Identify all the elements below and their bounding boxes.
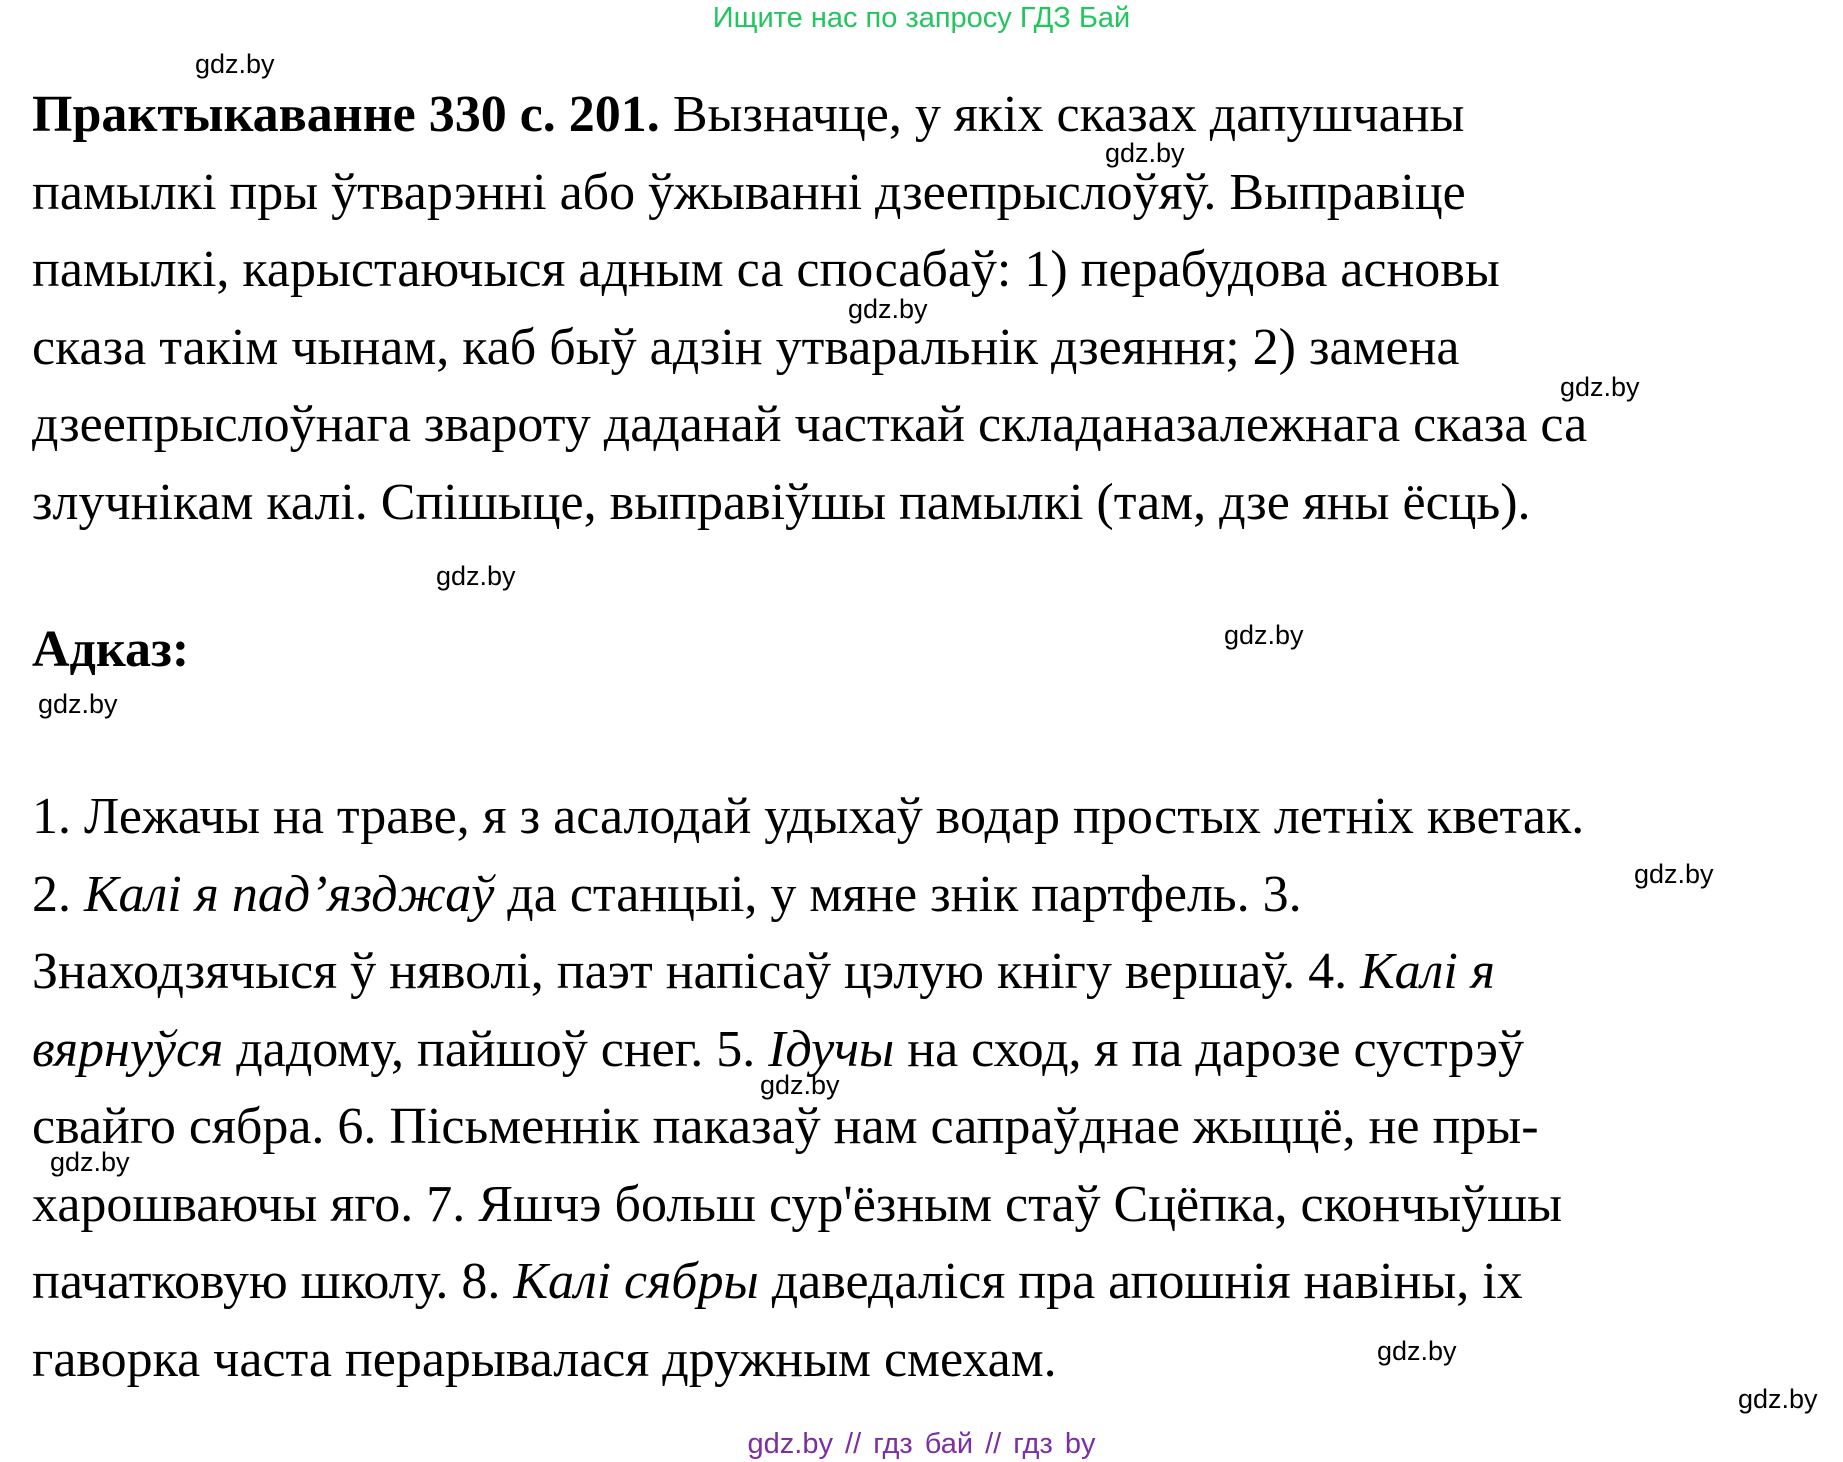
watermark: gdz.by bbox=[50, 1147, 130, 1177]
search-banner: Ищите нас по запросу ГДЗ Бай bbox=[712, 2, 1131, 34]
answer-line bbox=[32, 856, 1822, 934]
answer-heading: Адказ: bbox=[32, 621, 190, 678]
watermark: gdz.by bbox=[1560, 372, 1640, 402]
answer-text: пачатковую школу. 8. bbox=[32, 1253, 514, 1310]
answer-line: 1. Лежачы на траве, я з асалодай удыхаў водар простых летніх кветак. bbox=[32, 788, 1585, 845]
task-line bbox=[32, 76, 1822, 154]
answer-italic: Калі я bbox=[1360, 943, 1495, 1000]
task-line: памылкі, карыстаючыся адным са спосабаў: 1) перабудова асновы bbox=[32, 241, 1500, 298]
answer-text: даведаліся пра апошнія навіны, іх bbox=[758, 1253, 1523, 1310]
watermark: gdz.by bbox=[38, 689, 118, 719]
task-line: сказа такім чынам, каб быў адзін утваральнік дзеяння; 2) замена bbox=[32, 318, 1460, 376]
answer-italic: Калі я пад’язджаў bbox=[84, 865, 495, 923]
answer-line: свайго сябра. 6. Пісьменнік паказаў нам сапраўднае жыццё, не пры- bbox=[32, 1098, 1539, 1155]
answer-line bbox=[32, 933, 1822, 1011]
watermark: gdz.by bbox=[195, 49, 275, 79]
answer-text: 2. bbox=[32, 865, 84, 923]
watermark: gdz.by bbox=[1224, 620, 1304, 650]
answer-italic: Калі сябры bbox=[513, 1253, 759, 1310]
watermark: gdz.by bbox=[1377, 1336, 1457, 1366]
watermark: gdz.by bbox=[760, 1070, 840, 1100]
task-paragraph bbox=[32, 76, 1822, 541]
answer-line: гаворка часта перарывалася дружным смехам. bbox=[32, 1330, 1057, 1388]
task-line: злучнікам калі. Спішыце, выправіўшы памылкі (там, дзе яны ёсць). bbox=[32, 473, 1531, 531]
answer-text: дадому, пайшоў снег. 5. bbox=[223, 1020, 769, 1078]
task-label: Практыкаванне 330 с. 201. bbox=[32, 86, 660, 143]
footer-links: gdz.by // гдз бай // гдз by bbox=[747, 1428, 1096, 1460]
watermark: gdz.by bbox=[1738, 1384, 1818, 1414]
answer-line bbox=[32, 1011, 1822, 1089]
answer-text: на сход, я па дарозе сустрэў bbox=[894, 1020, 1524, 1078]
answer-line: харошваючы яго. 7. Яшчэ больш сур'ёзным стаў Сцёпка, скончыўшы bbox=[32, 1175, 1563, 1233]
watermark: gdz.by bbox=[1105, 138, 1185, 168]
task-line: памылкі пры ўтварэнні або ўжыванні дзеепрыслоўяў. Выправіце bbox=[32, 163, 1466, 221]
watermark: gdz.by bbox=[436, 561, 516, 591]
task-text: Вызначце, у якіх сказах дапушчаны bbox=[659, 86, 1465, 143]
answer-text: Знаходзячыся ў няволі, паэт напісаў цэлую кнігу вершаў. 4. bbox=[32, 943, 1361, 1000]
answer-paragraph bbox=[32, 778, 1822, 1398]
answer-italic: Ідучы bbox=[768, 1020, 895, 1078]
answer-text: да станцыі, у мяне знік партфель. 3. bbox=[494, 865, 1302, 923]
answer-italic: вярнуўся bbox=[32, 1020, 224, 1078]
watermark: gdz.by bbox=[1634, 859, 1714, 889]
answer-line bbox=[32, 1243, 1822, 1321]
task-line: дзеепрыслоўнага звароту даданай часткай складаназалежнага сказа са bbox=[32, 396, 1588, 453]
watermark: gdz.by bbox=[848, 294, 928, 324]
